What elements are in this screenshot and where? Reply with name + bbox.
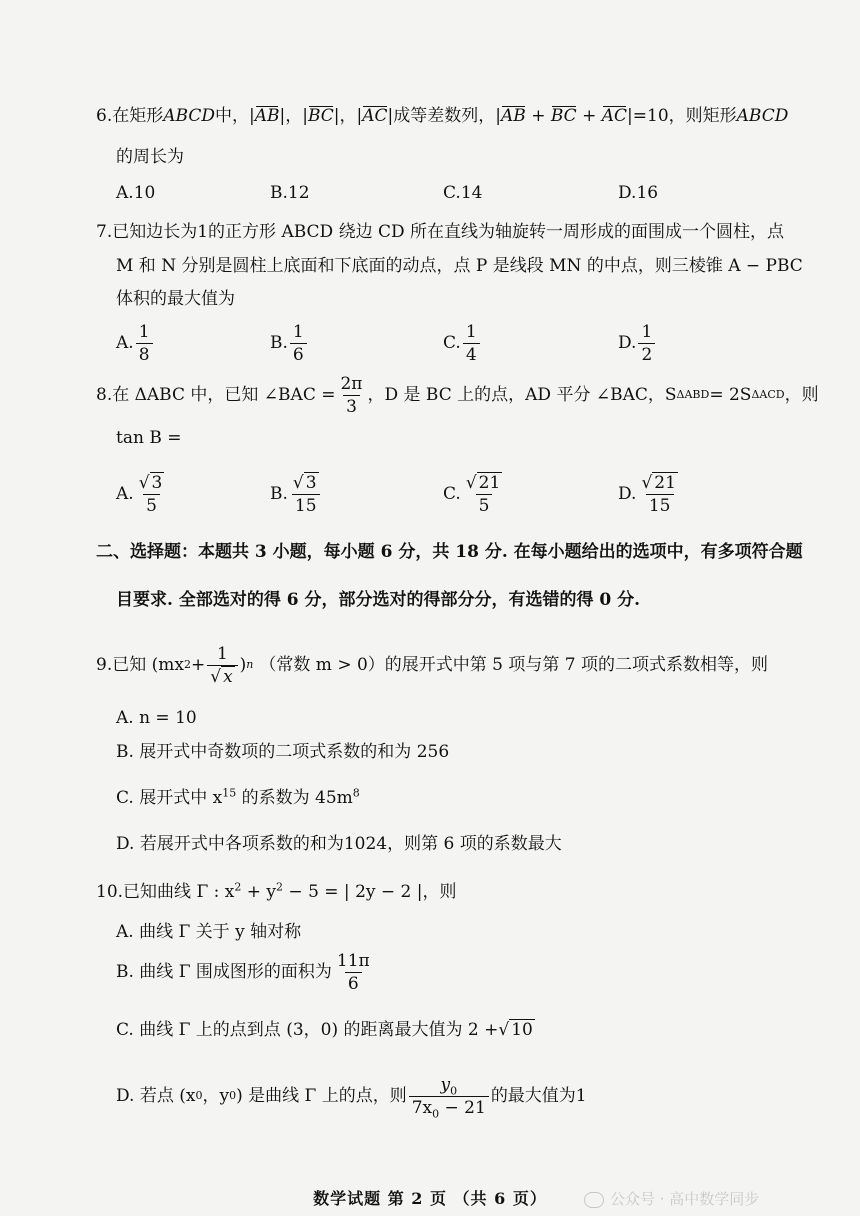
q7-line3: 体积的最大值为 xyxy=(116,289,235,309)
q8-line2: tan B = xyxy=(116,428,182,448)
page-footer: 数学试题 第 2 页 （共 6 页） xyxy=(313,1189,547,1208)
q10-option-a[interactable]: A. 曲线 Γ 关于 y 轴对称 xyxy=(116,922,302,942)
q6-option-b[interactable]: B. 12 xyxy=(270,183,310,203)
angle-fraction: $\frac{2\pi}{3}$ xyxy=(340,373,363,417)
q6-option-d[interactable]: D. 16 xyxy=(618,183,659,203)
q9-option-c[interactable]: C. 展开式中 $x^{15}$ 的系数为 $45m^8$ xyxy=(116,786,360,808)
q7-option-a[interactable]: A. $\frac{1}{8}$ xyxy=(116,321,155,366)
q7-option-c[interactable]: C. $\frac{1}{4}$ xyxy=(443,321,482,366)
q6-line1: 6.在矩形ABCD中，|AB|，|BC|，|AC|成等差数列，|AB + BC + AC|=10，则矩形ABCD xyxy=(96,106,789,126)
q9-stem: 9.已知 (mx 2 + $\frac{1}{√ x}$ ) n （常数 m > 0）的展开式中第 5 项与第 7 项的二项式系数相等，则 xyxy=(96,643,769,687)
q6-option-a[interactable]: A. 10 xyxy=(116,183,156,203)
q10-option-b[interactable]: B. 曲线 Γ 围成图形的面积为 $\frac{11\pi}{6}$ xyxy=(116,950,370,994)
q8-line1: 8.在 ΔABC 中，已知 ∠BAC = $\frac{2\pi}{3}$ ，D 是 BC 上的点，AD 平分 ∠BAC，S ΔABD = 2S ΔACD ，则 xyxy=(96,373,819,417)
q8-options xyxy=(116,466,800,522)
section2-line1: 二、选择题：本题共 3 小题，每小题 6 分，共 18 分. 在每小题给出的选项中，有多项符合题 xyxy=(96,542,803,562)
section2-line2: 目要求. 全部选对的得 6 分，部分选对的得部分分，有选错的得 0 分. xyxy=(116,590,641,610)
vector-ac: AC xyxy=(362,106,388,126)
q7-line1: 7.已知边长为1的正方形 ABCD 绕边 CD 所在直线为轴旋转一周形成的面围成一个圆柱，点 xyxy=(96,222,785,242)
q8-option-b[interactable]: B. $\frac{√ 3}{15}$ xyxy=(270,472,324,517)
wechat-icon xyxy=(584,1192,604,1208)
q7-options xyxy=(116,318,800,368)
q6-option-c[interactable]: C. 14 xyxy=(443,183,483,203)
q9-option-d[interactable]: D. 若展开式中各项系数的和为1024，则第 6 项的系数最大 xyxy=(116,834,562,854)
q7-option-d[interactable]: D. $\frac{1}{2}$ xyxy=(618,321,657,366)
q8-option-a[interactable]: A. $\frac{√ 3}{5}$ xyxy=(116,472,163,516)
q10-stem: 10.已知曲线 Γ : $x^2 + y^2 - 5$ = | 2y − 2 |，则 xyxy=(96,880,457,902)
vector-ab: AB xyxy=(254,106,280,126)
q10-option-d[interactable]: D. 若点 (x 0 ，y 0 ) 是曲线 Γ 上的点，则 $\frac{y_0}{7x_0 - 21}$ 的最大值为1 xyxy=(116,1074,587,1120)
q7-option-b[interactable]: B. $\frac{1}{6}$ xyxy=(270,321,309,366)
q7-line2: M 和 N 分别是圆柱上底面和下底面的动点，点 P 是线段 MN 的中点，则三棱锥 A − PBC xyxy=(116,256,803,276)
q6-line2: 的周长为 xyxy=(116,147,184,167)
q8-option-c[interactable]: C. $\frac{√ 21}{5}$ xyxy=(443,472,501,516)
q9-option-a[interactable]: A. n = 10 xyxy=(116,708,197,728)
q6-options xyxy=(116,180,800,206)
q8-option-d[interactable]: D. $\frac{√ 21}{15}$ xyxy=(618,472,676,516)
q10-option-c[interactable]: C. 曲线 Γ 上的点到点 (3，0) 的距离最大值为 2 +√ 10 xyxy=(116,1020,533,1040)
q9-option-b[interactable]: B. 展开式中奇数项的二项式系数的和为 256 xyxy=(116,742,450,762)
vector-bc: BC xyxy=(307,106,334,126)
watermark: 公众号 · 高中数学同步 xyxy=(584,1188,759,1209)
